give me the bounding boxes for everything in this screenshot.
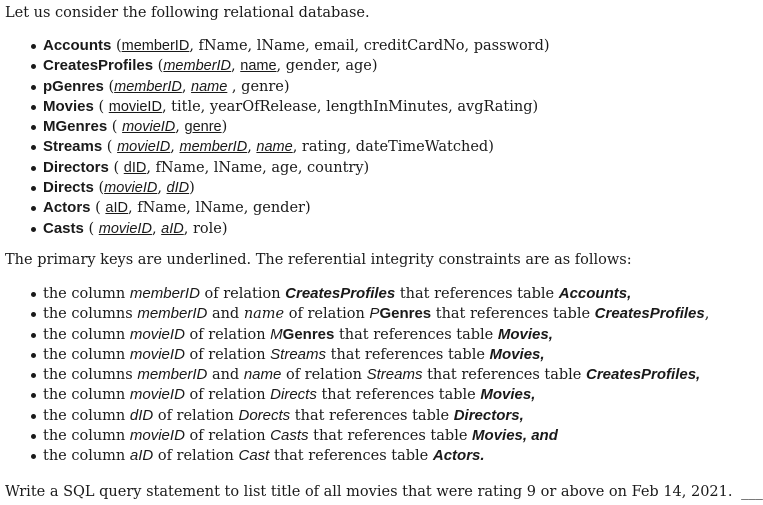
relation-item — [0, 117, 550, 137]
constraint-term: CreatesProfiles — [594, 305, 705, 323]
bullet-icon — [31, 186, 36, 191]
key-attribute: aID — [105, 200, 128, 217]
relation-name: Directs — [43, 179, 94, 197]
constraint-item — [0, 304, 709, 324]
constraint-term: Movies, and — [472, 427, 558, 445]
key-attribute: memberID — [163, 58, 232, 75]
constraint-text: the column — [43, 326, 130, 343]
key-attribute: movieID — [117, 139, 171, 156]
key-attribute: aID — [161, 220, 184, 237]
relation-name: Movies — [43, 97, 94, 115]
relation-attributes: , fName, lName, age, country) — [146, 159, 370, 176]
constraint-term: memberID — [137, 305, 208, 323]
question-body: Write a SQL query statement to list title of all movies that were rating 9 or above on Feb 14, 2021. — [5, 484, 733, 500]
constraint-term: CreatesProfiles, — [586, 366, 701, 384]
key-attribute: name — [240, 58, 277, 75]
constraint-item — [0, 284, 709, 304]
bullet-icon — [31, 434, 36, 439]
relation-item — [0, 36, 550, 56]
constraint-text: that references table — [431, 306, 595, 323]
relation-attributes: , — [181, 78, 192, 95]
constraint-term: name — [243, 306, 285, 323]
relation-attributes: ) — [189, 180, 195, 197]
constraint-text: the column — [43, 428, 130, 445]
relation-attributes: , rating, dateTimeWatched) — [292, 139, 494, 156]
relation-attributes: ( — [111, 38, 122, 54]
answer-blank: ___ — [741, 484, 763, 500]
constraint-text: that references table — [395, 286, 559, 302]
relation-item — [0, 56, 550, 76]
constraint-term: Directs — [270, 386, 317, 404]
relation-attributes: ( — [103, 78, 115, 95]
constraint-term: movieID — [129, 325, 185, 343]
relation-attributes: ( — [153, 58, 164, 75]
constraint-text: that references table — [422, 367, 586, 384]
key-attribute: genre — [184, 119, 222, 136]
relation-attributes: ( — [102, 139, 118, 156]
bullet-icon — [31, 105, 36, 110]
relation-list — [0, 36, 550, 239]
constraint-text: of relation — [284, 306, 370, 323]
constraint-text: that references table — [326, 346, 490, 363]
relation-item — [0, 219, 550, 239]
key-attribute: name — [256, 139, 293, 156]
key-attribute: movieID — [98, 220, 152, 237]
relation-attributes: , fName, lName, email, creditCardNo, password) — [189, 38, 550, 54]
intro-text: Let us consider the following relational database. — [5, 5, 370, 21]
constraint-term: Genres — [282, 325, 335, 343]
constraint-text: of relation — [184, 346, 271, 363]
key-attribute: memberID — [114, 78, 182, 95]
relation-item — [0, 198, 550, 218]
relation-attributes: , title, yearOfRelease, lengthInMinutes, avgRating) — [161, 98, 539, 115]
key-attribute: movieID — [104, 180, 158, 197]
constraint-text: of relation — [184, 387, 271, 404]
bullet-icon — [31, 145, 36, 150]
constraint-term: movieID — [129, 386, 185, 404]
constraint-item — [0, 345, 709, 365]
relation-attributes: , fName, lName, gender) — [127, 200, 311, 217]
constraint-text: of relation — [153, 448, 239, 465]
relation-item — [0, 77, 550, 97]
constraint-term: Casts — [270, 427, 309, 445]
bullet-icon — [31, 166, 36, 171]
constraint-term: Actors. — [432, 447, 485, 465]
relation-attributes: ( — [93, 98, 109, 115]
constraint-term: Streams — [366, 366, 423, 384]
constraint-term: M — [270, 325, 283, 343]
bullet-icon — [31, 64, 36, 69]
relation-attributes: , — [170, 139, 180, 156]
constraint-term: name — [243, 366, 282, 384]
constraint-text: the columns — [43, 306, 138, 323]
constraint-term: aID — [129, 447, 154, 465]
constraint-term: Movies, — [489, 345, 545, 363]
relation-name: Casts — [43, 219, 84, 237]
key-attribute: movieID — [108, 98, 162, 115]
constraint-text: and — [207, 367, 244, 384]
key-attribute: memberID — [121, 38, 190, 54]
question-text — [5, 484, 763, 500]
relation-attributes: , genre) — [227, 78, 290, 95]
relation-attributes: , gender, age) — [276, 58, 378, 75]
bullet-icon — [31, 292, 36, 297]
constraint-term: P — [369, 305, 380, 323]
constraint-text: the column — [43, 346, 130, 363]
relation-name: pGenres — [43, 77, 104, 95]
constraint-term: Directors, — [453, 406, 524, 424]
constraint-text: of relation — [281, 367, 367, 384]
bullet-icon — [31, 414, 36, 419]
bullet-icon — [31, 44, 36, 49]
constraint-text: the column — [43, 387, 130, 404]
relation-attributes: , — [175, 119, 185, 136]
relation-attributes: , — [151, 220, 162, 237]
primary-keys-note: The primary keys are underlined. The referential integrity constraints are as follows: — [5, 252, 632, 268]
key-attribute: dID — [166, 180, 190, 197]
bullet-icon — [31, 206, 36, 211]
constraint-item — [0, 365, 709, 385]
relation-item — [0, 97, 550, 117]
constraint-item — [0, 406, 709, 426]
bullet-icon — [31, 312, 36, 317]
relation-attributes: , — [157, 180, 167, 197]
constraint-text: of relation — [184, 326, 271, 343]
relation-attributes: ( — [83, 220, 99, 237]
constraint-term: Movies, — [497, 325, 553, 343]
bullet-icon — [31, 227, 36, 232]
relation-name: Directors — [43, 158, 109, 176]
constraint-item — [0, 446, 709, 466]
constraint-term: memberID — [137, 366, 208, 384]
bullet-icon — [31, 454, 36, 459]
constraint-term: movieID — [129, 427, 185, 445]
constraint-term: CreatesProfiles — [285, 285, 396, 302]
constraint-text: the columns — [43, 367, 138, 384]
constraint-item — [0, 385, 709, 405]
constraint-term: dID — [129, 406, 154, 424]
relation-name: Streams — [43, 138, 103, 156]
constraint-text: that references table — [290, 407, 454, 424]
constraint-item — [0, 426, 709, 446]
constraint-term: Streams — [270, 345, 327, 363]
relation-attributes: ( — [90, 200, 106, 217]
constraint-text: of relation — [153, 407, 239, 424]
relation-attributes: , role) — [183, 220, 228, 237]
constraint-text: that references table — [269, 448, 433, 465]
constraint-text: that references table — [316, 387, 481, 404]
constraint-term: Accounts, — [558, 285, 632, 302]
constraint-item — [0, 325, 709, 345]
constraint-term: Genres — [379, 305, 432, 323]
constraint-list — [0, 284, 709, 467]
relation-name: Actors — [43, 199, 91, 217]
relation-attributes: , — [231, 58, 241, 75]
relation-name: CreatesProfiles — [43, 57, 154, 75]
key-attribute: name — [191, 78, 228, 95]
relation-item — [0, 178, 550, 198]
constraint-term: Cast — [238, 447, 270, 465]
bullet-icon — [31, 85, 36, 90]
constraint-term: memberID — [129, 285, 200, 302]
bullet-icon — [31, 125, 36, 130]
relation-attributes: , — [247, 139, 257, 156]
relation-attributes: ( — [108, 159, 124, 176]
bullet-icon — [31, 373, 36, 378]
constraint-text: and — [207, 306, 244, 323]
relation-item — [0, 158, 550, 178]
bullet-icon — [31, 393, 36, 398]
relation-attributes: ) — [221, 119, 228, 136]
relation-name: MGenres — [43, 118, 108, 136]
bullet-icon — [31, 333, 36, 338]
bullet-icon — [31, 353, 36, 358]
key-attribute: movieID — [122, 119, 176, 136]
constraint-term: movieID — [129, 345, 185, 363]
constraint-text: of relation — [184, 428, 271, 445]
constraint-text: that references table — [308, 428, 473, 445]
constraint-text: that references table — [334, 326, 498, 343]
relation-attributes: ( — [93, 180, 105, 197]
constraint-text: the column — [43, 448, 130, 465]
key-attribute: dID — [123, 159, 147, 176]
constraint-term: Movies, — [480, 386, 536, 404]
constraint-text: the column — [43, 407, 130, 424]
constraint-text: , — [704, 306, 710, 323]
relation-name: Accounts — [43, 37, 112, 54]
constraint-term: Dorects — [238, 406, 291, 424]
relation-item — [0, 137, 550, 157]
relation-attributes: ( — [107, 119, 123, 136]
constraint-text: of relation — [199, 286, 286, 302]
key-attribute: memberID — [179, 139, 248, 156]
constraint-text: the column — [43, 286, 130, 302]
